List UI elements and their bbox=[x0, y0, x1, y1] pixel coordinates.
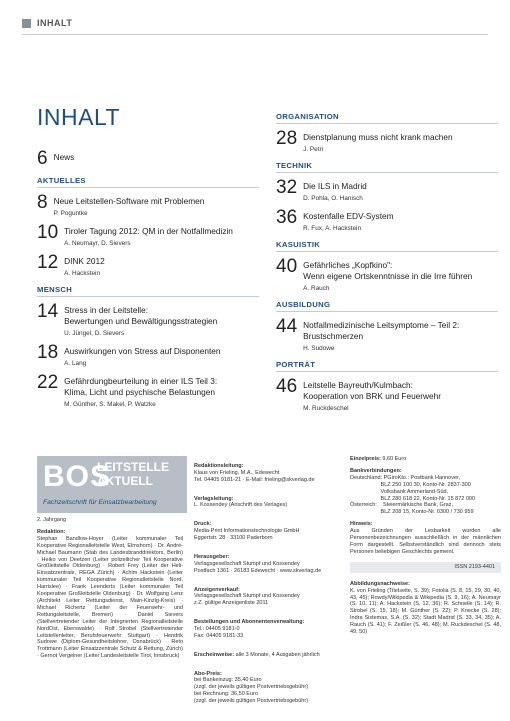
toc-entry[interactable] bbox=[276, 377, 498, 412]
article-title: Notfallmedizinische Leitsymptome – Teil 2: Brustschmerzen bbox=[303, 320, 460, 341]
page-number: 14 bbox=[37, 301, 59, 322]
toc-entry[interactable] bbox=[276, 317, 498, 352]
erschein-heading: Erscheinweise: bbox=[194, 651, 235, 658]
logo-bos: BOS bbox=[43, 460, 112, 493]
article-author: U. Jüngel, D. Sievers bbox=[64, 330, 125, 337]
toc-entry[interactable] bbox=[37, 373, 259, 408]
article-title: Gefährliches „Kopfkino": Wenn eigene Ortskenntnisse in die Irre führen bbox=[303, 260, 473, 281]
anzeigen-text: Verlagsgesellschaft Stumpf und Kossendey z.Z. gültige Anzeigenliste 2011 bbox=[194, 593, 300, 607]
hinweis-heading: Hinweis: bbox=[350, 521, 373, 528]
page-number: 6 bbox=[37, 148, 48, 169]
erschein-text: alle 3 Monate, 4 Ausgaben jährlich bbox=[235, 651, 320, 658]
article-author: M. Ruckdeschel bbox=[303, 405, 349, 412]
article-title: Gefährdungbeurteilung in einer ILS Teil 3: Klima, Licht und psychische Belastungen bbox=[64, 376, 218, 397]
toc-right-column bbox=[276, 104, 498, 418]
abo-text: bei Bankeinzug: 35,40 Euro (zzgl. der jeweils gültigen Postvertriebsgebühr) bei Rechnung: 36,50 Euro (zzgl. der jeweils gültigen Postvertriebsgebühr) bbox=[194, 677, 309, 705]
section-heading: ORGANISATION bbox=[276, 112, 498, 124]
header-square-icon bbox=[22, 19, 31, 28]
einzel-heading: Einzelpreis: bbox=[350, 456, 381, 462]
toc-entry[interactable] bbox=[276, 129, 498, 153]
redaktionsleitung-text: Klaus von Frieling, M.A., Edewecht Tel. 04405 9181-21 · E-Mail: frieling@skverlag.de bbox=[194, 469, 315, 483]
toc-entry[interactable] bbox=[276, 257, 498, 292]
section-heading: KASUISTIK bbox=[276, 240, 498, 252]
jahrgang: 2. Jahrgang bbox=[37, 517, 67, 523]
redaktion-text: Stephan Bandlow-Hoyer (Leiter kommunaler Teil Kooperative Regionalleitstelle West, Elmshorn) · Dr. André-Michael Baumann (Stab des Landesbranddirektors, Berlin) · Heiko von Deetzen (Leiter polizeilicher Teil Kooperative Großleitstelle Oldenburg) · Robert Frey (Leiter der Heli-Einsatzzentrale, REGA Zürich) · Achim Hackstein (Leiter kommunaler Teil Kooperative Regionalleitstelle Nord, Harrislee) · Frank Leenderts (Leiter kommunaler Teil Kooperative Großleitstelle Oldenburg) · Dr. Wolfgang Lenz (Architekt Leiter Rettungsdienst, Main-Kinzig-Kreis) · Michael Richertz (Leiter der Feuerwehr- und Rettungsleitstelle, Bremen) · Daniel Sievers (Stellvertretender Leiter der Integrierten Regionalleitstelle NordOst, Eberswalde) · Rolf Strobel (Stellvertretender Leitstellenleiter, Berufsfeuerwehr Stuttgart) · Hendrik Sudowe (Diplom-Gesundheitslehrer, Osnabrück) · Reto Trottmann (Leiter Einsatzzentrale Schutz & Rettung, Zürich) · Gernot Vergeiner (Leiter Landesleitstelle Tirol, Innsbruck) bbox=[37, 535, 183, 660]
anzeigen-heading: Anzeigenverkauf: bbox=[194, 586, 240, 593]
druck-heading: Druck: bbox=[194, 521, 212, 528]
toc-right-list bbox=[276, 112, 498, 412]
article-author: A. Lang bbox=[64, 360, 87, 367]
section-heading: AUSBILDUNG bbox=[276, 300, 498, 312]
bank-text: Deutschland: PGiroKto.: Postbank Hannover, BLZ 250 100 30, Konto-Nr. 2837-300 Volksbank Ammerland-Süd, BLZ 280 618 22, Konto-Nr. 15 872 000 Österreich: Steiermärkische Bank, Graz, BLZ 208 15, Konto-Nr. 0300 / 730 959 bbox=[350, 474, 476, 516]
page-number: 44 bbox=[276, 316, 298, 337]
header-rule bbox=[22, 34, 488, 35]
herausgeber-text: Verlagsgesellschaft Stumpf und Kossendey Postfach 1361 · 26183 Edewecht · www.skverlag.de bbox=[194, 560, 322, 574]
magazine-logo bbox=[37, 456, 187, 513]
bestell-text: Tel.: 04405 9181-0 Fax: 04405 9181-33 bbox=[194, 626, 244, 639]
page-number: 46 bbox=[276, 376, 298, 397]
verlagsleitung-heading: Verlagsleitung: bbox=[194, 495, 234, 502]
page-header bbox=[0, 0, 510, 40]
page-number: 18 bbox=[37, 342, 59, 363]
page-number: 12 bbox=[37, 252, 59, 273]
article-title: Tiroler Tagung 2012: QM in der Notfallmedizin bbox=[64, 226, 233, 236]
abb-text: K. von Frieling (Titelseite, S. 39); Fotolia (S. 8, 15, 29, 30, 40, 43, 45); Rowdy/Wikipedia & Wikipedia (S. 9, 16); A. Neumayr (S. 10, 11); A. Hackstein (S. 12, 36); R. Schnelle (S. 14); R. Strobel (S. 15, 18); M. Günther (S. 22); P. Knecke (S. 28); Indra Sistemas, S.A. (S. 32); Stadt Madrid (S. 33, 34, 35); A. Rauch (S. 41); F. Zeißler (S. 46, 48); M. Ruckdeschel (S. 48, 49, 50) bbox=[350, 587, 501, 636]
druck-text: Media-Print Informationstechnologie GmbH Eggertstr. 28 · 33100 Paderborn bbox=[194, 528, 300, 542]
impressum-col-3 bbox=[350, 456, 501, 641]
redaktion-block bbox=[37, 529, 183, 660]
article-title: Kostenfalle EDV-System bbox=[303, 211, 394, 221]
article-title: News bbox=[53, 152, 75, 162]
herausgeber-heading: Herausgeber: bbox=[194, 553, 230, 560]
redaktionsleitung-heading: Redaktionsleitung: bbox=[194, 462, 244, 469]
article-title: DINK 2012 bbox=[64, 256, 105, 266]
article-author: D. Pohla, O. Hanisch bbox=[303, 195, 363, 202]
issn-badge: ISSN 2193-4401 bbox=[350, 562, 501, 573]
toc-entry[interactable] bbox=[276, 208, 498, 232]
article-title: Dienstplanung muss nicht krank machen bbox=[303, 132, 453, 142]
section-heading: PORTRÄT bbox=[276, 360, 498, 372]
impressum bbox=[37, 456, 501, 718]
article-author: A. Neumayr, D. Sievers bbox=[64, 240, 131, 247]
article-author: A. Hackstein bbox=[64, 270, 101, 277]
toc-left-list bbox=[37, 149, 259, 408]
impressum-col-2 bbox=[194, 456, 344, 717]
bestell-heading: Bestellungen und Abonnentenverwaltung: bbox=[194, 619, 305, 626]
article-author: R. Fux, A. Hackstein bbox=[303, 225, 362, 232]
toc-left-column bbox=[37, 104, 259, 414]
redaktion-heading: Redaktion: bbox=[37, 528, 66, 535]
page-number: 10 bbox=[37, 222, 59, 243]
abo-heading: Abo-Preis: bbox=[194, 670, 222, 677]
section-heading: TECHNIK bbox=[276, 161, 498, 173]
article-author: A. Rauch bbox=[303, 285, 330, 292]
article-author: M. Günther, S. Makel, P. Watzke bbox=[64, 401, 156, 408]
page-number: 32 bbox=[276, 177, 298, 198]
logo-line-2: AKTUELL bbox=[97, 474, 153, 488]
article-author: H. Sudowe bbox=[303, 345, 335, 352]
toc-entry[interactable] bbox=[37, 193, 259, 217]
article-title: Stress in der Leitstelle: Bewertungen und Bewältigungsstrategien bbox=[64, 305, 218, 326]
page-title: INHALT bbox=[37, 104, 121, 130]
article-title: Neue Leitstellen-Software mit Problemen bbox=[53, 196, 205, 206]
page-number: 22 bbox=[37, 372, 59, 393]
toc-entry[interactable] bbox=[37, 149, 259, 168]
header-label: INHALT bbox=[37, 18, 73, 28]
article-author: J. Petri bbox=[303, 146, 324, 153]
page-number: 28 bbox=[276, 128, 298, 149]
logo-line-1: LEITSTELLE bbox=[97, 460, 169, 474]
toc-entry[interactable] bbox=[37, 223, 259, 247]
logo-subtitle: Fachzeitschrift für Einsatzbearbeitung bbox=[43, 499, 157, 506]
article-title: Leitstelle Bayreuth/Kulmbach: Kooperation von BRK und Feuerwehr bbox=[303, 380, 442, 401]
article-title: Auswirkungen von Stress auf Disponenten bbox=[64, 346, 221, 356]
toc-entry[interactable] bbox=[37, 302, 259, 337]
section-heading: MENSCH bbox=[37, 285, 259, 297]
impressum-col-1 bbox=[37, 456, 183, 665]
page-number: 8 bbox=[37, 192, 48, 213]
article-author: P. Poguntke bbox=[53, 210, 88, 217]
article-title: Die ILS in Madrid bbox=[303, 181, 367, 191]
hinweis-text: Aus Gründen der Lesbarkeit wurden alle Personenbezeichnungen ausschließlich in der männlichen Form dargestellt. Selbstverständlich sind dennoch stets Personen beliebigen Geschlechts gemeint. bbox=[350, 528, 501, 555]
abb-heading: Abbildungsnachweise: bbox=[350, 580, 410, 587]
toc-entry[interactable] bbox=[37, 253, 259, 277]
page-number: 36 bbox=[276, 207, 298, 228]
bank-heading: Bankverbindungen: bbox=[350, 467, 402, 474]
section-heading: AKTUELLES bbox=[37, 176, 259, 188]
page-number: 40 bbox=[276, 256, 298, 277]
toc-entry[interactable] bbox=[37, 343, 259, 367]
verlagsleitung-text: L. Kossendey (Anschrift des Verlages) bbox=[194, 502, 288, 509]
einzel-text: 9,60 Euro bbox=[382, 456, 407, 462]
toc-entry[interactable] bbox=[276, 178, 498, 202]
